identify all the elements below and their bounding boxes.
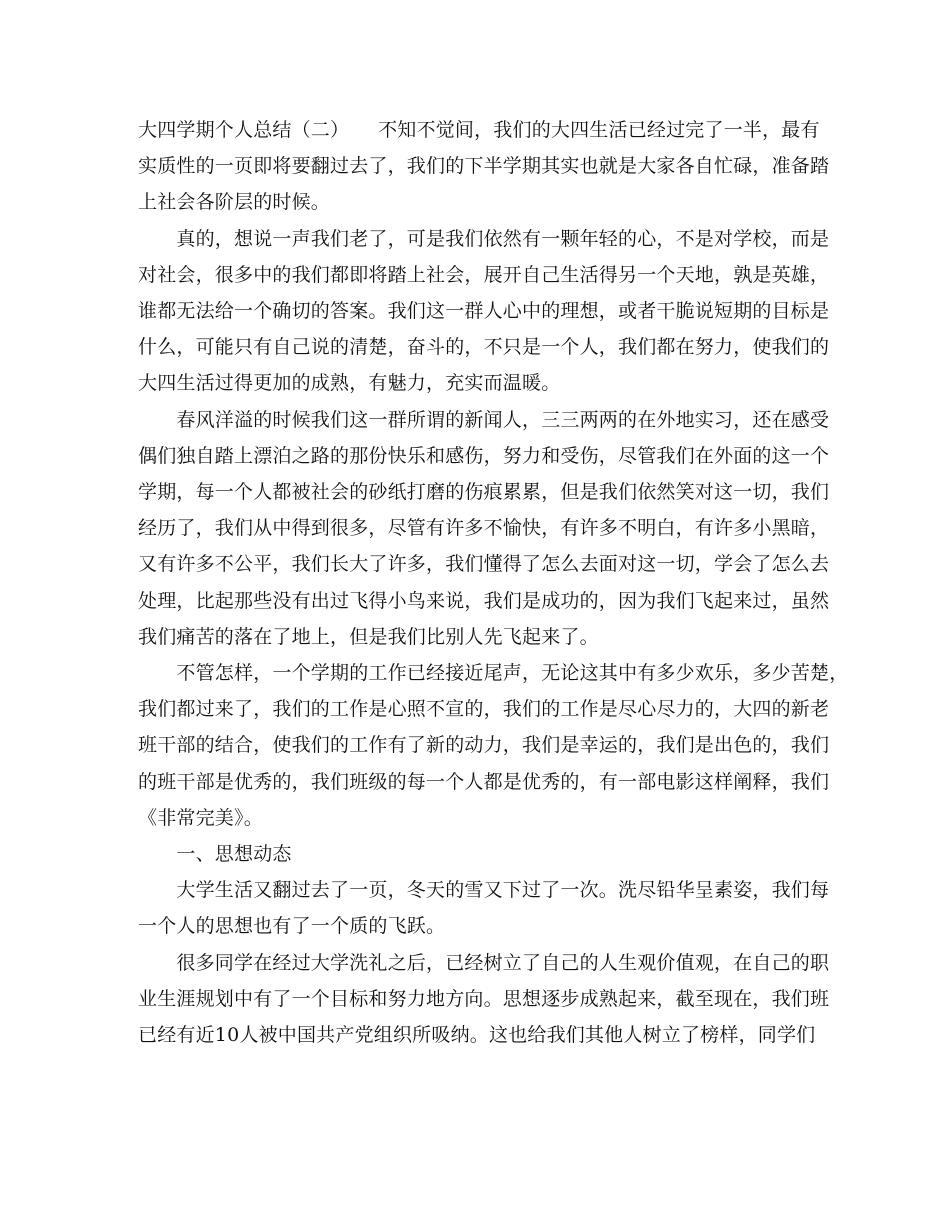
body-text-line: 什么，可能只有自己说的清楚，奋斗的，不只是一个人，我们都在努力，使我们的 [138,336,830,358]
body-text-line: 谁都无法给一个确切的答案。我们这一群人心中的理想，或者干脆说短期的目标是 [138,300,830,322]
section-heading: 一、思想动态 [138,843,292,865]
body-text-line: 真的，想说一声我们老了，可是我们依然有一颗年轻的心，不是对学校，而是 [138,228,830,250]
body-text-line: 偶们独自踏上漂泊之路的那份快乐和感伤，努力和受伤，尽管我们在外面的这一个 [138,445,830,467]
body-text-line: 班干部的结合，使我们的工作有了新的动力，我们是幸运的，我们是出色的，我们 [138,734,830,756]
body-text-line: 上社会各阶层的时候。 [138,191,331,213]
body-text-line: 经历了，我们从中得到很多，尽管有许多不愉快，有许多不明白，有许多小黑暗， [138,517,830,539]
body-text-line: 对社会，很多中的我们都即将踏上社会，展开自己生活得另一个天地，孰是英雄， [138,264,830,286]
body-text-line: 实质性的一页即将要翻过去了，我们的下半学期其实也就是大家各自忙碌，准备踏 [138,155,830,177]
body-text-line: 很多同学在经过大学洗礼之后，已经树立了自己的人生观价值观，在自己的职 [138,952,830,974]
body-text-line: 业生涯规划中有了一个目标和努力地方向。思想逐步成熟起来，截至现在，我们班 [138,988,830,1010]
body-text-line: 大学生活又翻过去了一页，冬天的雪又下过了一次。洗尽铅华呈素姿，我们每 [138,879,830,901]
body-text-line: 春风洋溢的时候我们这一群所谓的新闻人，三三两两的在外地实习，还在感受 [138,409,830,431]
body-text-line: 又有许多不公平，我们长大了许多，我们懂得了怎么去面对这一切，学会了怎么去 [138,553,830,575]
body-text-line: 大四学期个人总结（二） 不知不觉间，我们的大四生活已经过完了一半，最有 [138,119,820,141]
body-text-line: 处理，比起那些没有出过飞得小鸟来说，我们是成功的，因为我们飞起来过，虽然 [138,590,830,612]
body-text-line: 学期，每一个人都被社会的砂纸打磨的伤痕累累，但是我们依然笑对这一切，我们 [138,481,830,503]
body-text-line: 的班干部是优秀的，我们班级的每一个人都是优秀的，有一部电影这样阐释，我们 [138,771,830,793]
body-text-line: 一个人的思想也有了一个质的飞跃。 [138,915,446,937]
body-text-line: 不管怎样，一个学期的工作已经接近尾声，无论这其中有多少欢乐，多少苦楚， [138,662,849,684]
body-text-line: 我们都过来了，我们的工作是心照不宣的，我们的工作是尽心尽力的，大四的新老 [138,698,830,720]
body-text-line: 《非常完美》。 [138,807,263,829]
body-text-line: 已经有近10人被中国共产党组织所吸纳。这也给我们其他人树立了榜样，同学们 [138,1024,816,1046]
body-text-line: 大四生活过得更加的成熟，有魅力，充实而温暖。 [138,372,561,394]
body-text-line: 我们痛苦的落在了地上，但是我们比别人先飞起来了。 [138,626,599,648]
